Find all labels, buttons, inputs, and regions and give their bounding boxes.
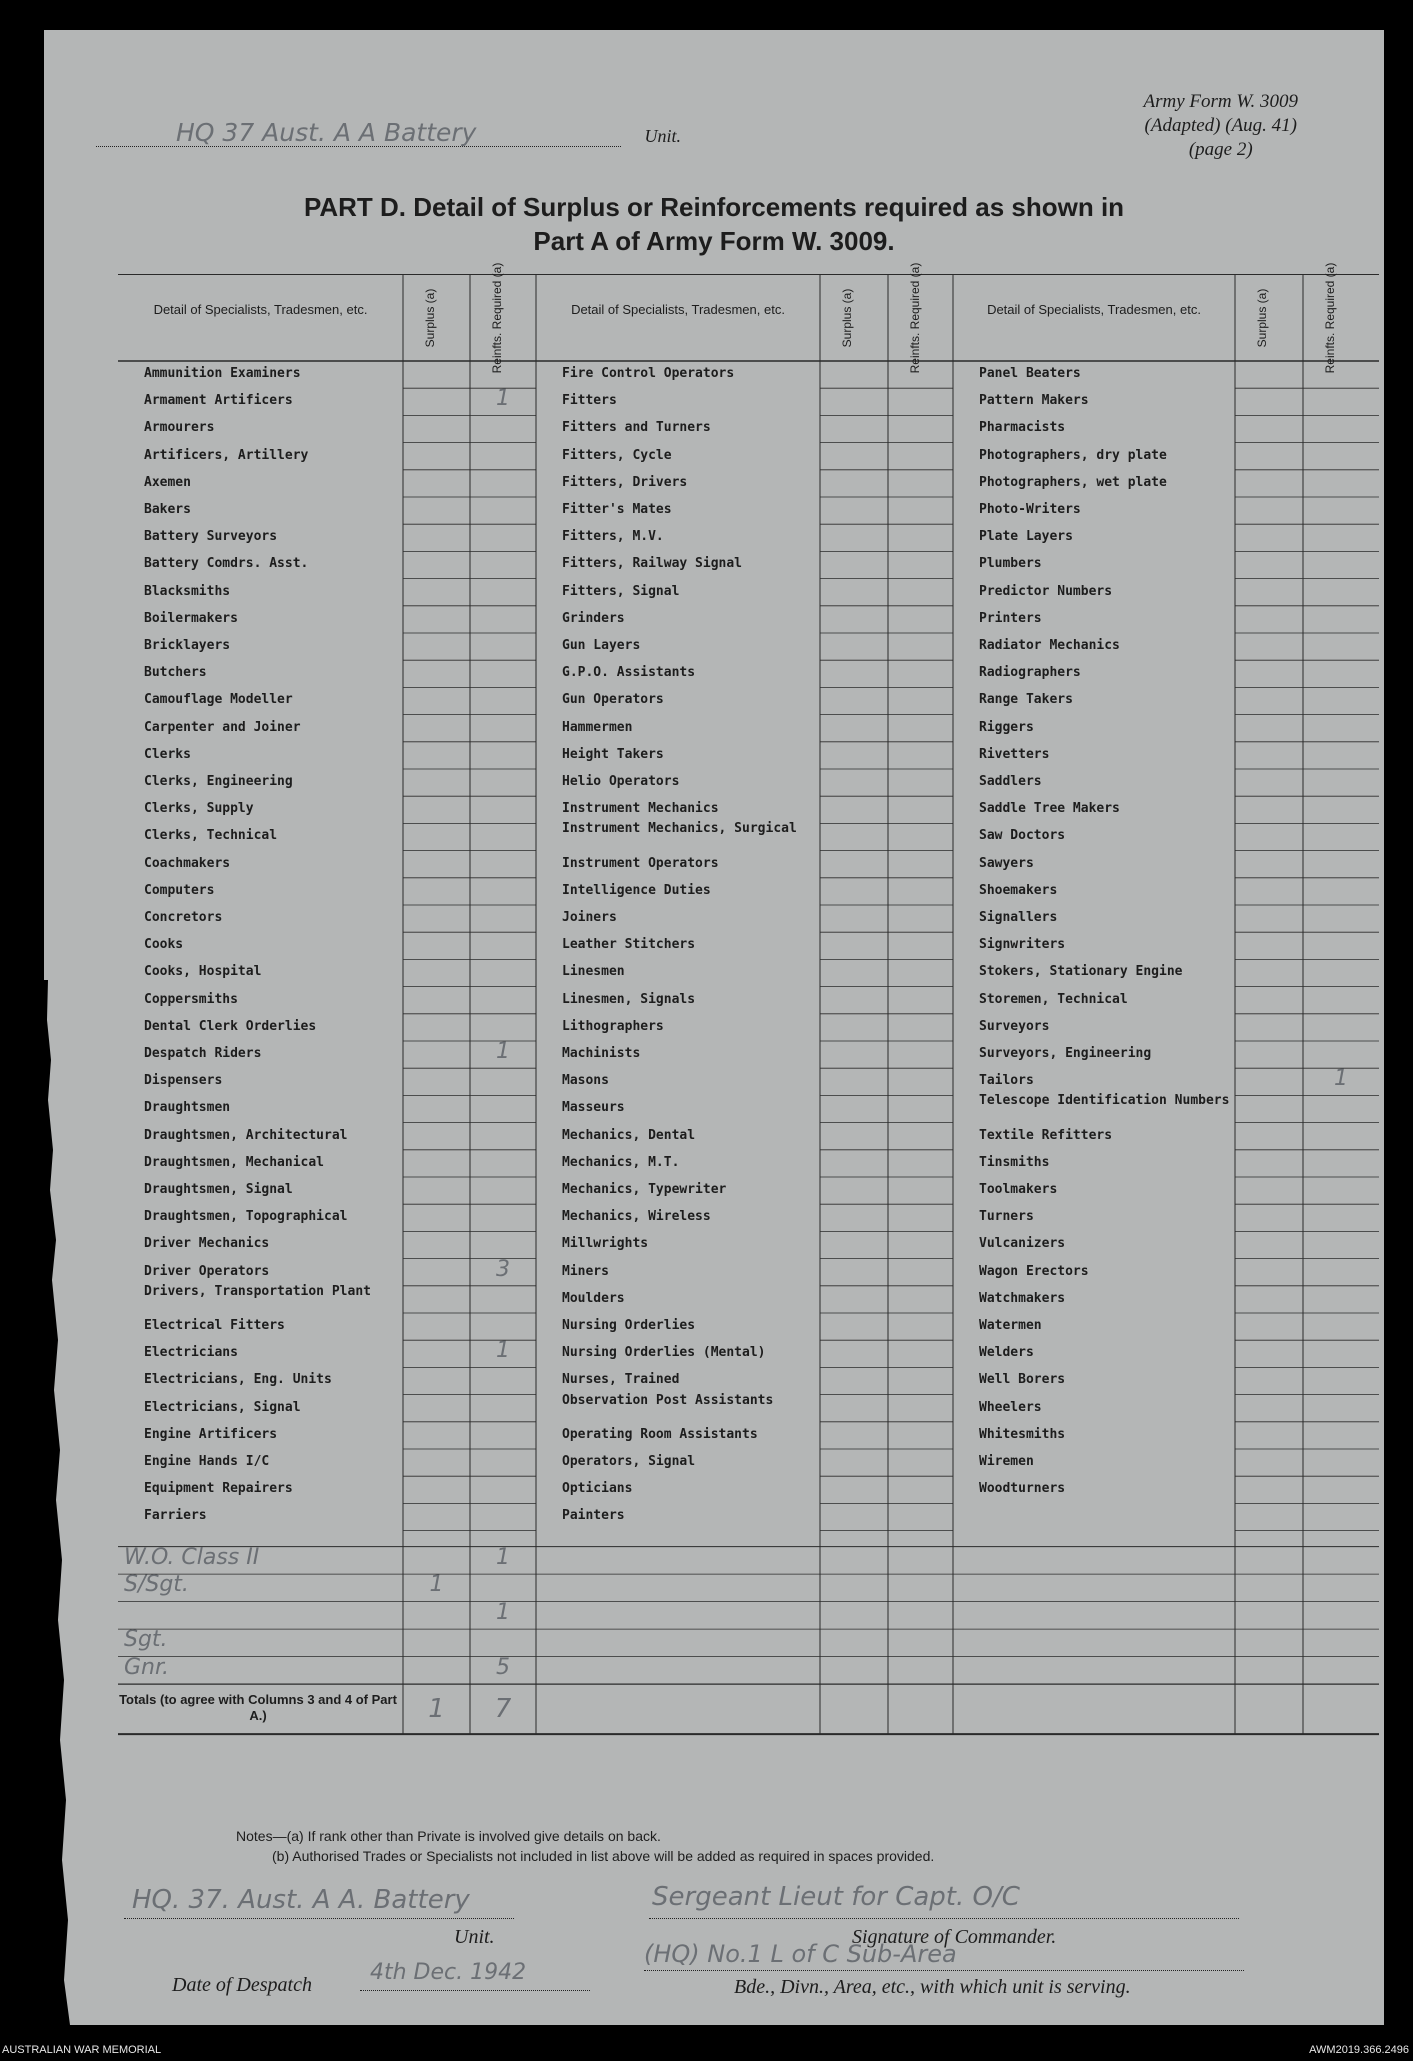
table-row-label: Toolmakers: [979, 1182, 1058, 1197]
handwritten-mark: 1: [496, 386, 510, 412]
table-row-label: Shoemakers: [979, 882, 1058, 898]
column-header-surplus: Surplus (a): [1255, 288, 1269, 348]
table-row-label: Hammermen: [562, 719, 633, 735]
table-row-label: Artificers, Artillery: [144, 447, 309, 463]
table-row-label: Pharmacists: [979, 420, 1066, 436]
table-row-label: Range Takers: [979, 692, 1073, 708]
page-title: [44, 190, 1384, 258]
table-row-label: Ammunition Examiners: [144, 366, 301, 381]
credit-right: AWM2019.366.2496: [1309, 2044, 1409, 2056]
table-row-label: Telescope Identification Numbers: [979, 1093, 1230, 1109]
extra-row-reinfts: 1: [496, 1599, 510, 1625]
table-row-label: Coppersmiths: [144, 991, 238, 1007]
table-row-label: Nursing Orderlies (Mental): [562, 1345, 766, 1361]
table-row-label: Photo-Writers: [979, 502, 1081, 517]
table-row-label: Mechanics, Typewriter: [562, 1182, 727, 1197]
table-row-label: Tailors: [979, 1073, 1034, 1089]
table-row-label: Fitters, Cycle: [562, 447, 672, 463]
table-row-label: Fitters: [562, 393, 617, 409]
signature-label: Signature of Commander.: [852, 1926, 1057, 1948]
table-lines: [118, 274, 1379, 1736]
table-row-label: Storemen, Technical: [979, 991, 1128, 1007]
table-row-label: Masseurs: [562, 1100, 625, 1116]
table-row-label: Electricians, Eng. Units: [144, 1372, 332, 1388]
table-row-label: Operators, Signal: [562, 1454, 696, 1469]
form-page-number: (page 2): [1188, 139, 1253, 160]
table-row-label: Leather Stitchers: [562, 937, 696, 953]
table-row-label: Coachmakers: [144, 855, 231, 871]
table-row-label: Whitesmiths: [979, 1426, 1066, 1442]
table-row-label: Fitters, Drivers: [562, 474, 688, 490]
table-row-label: Welders: [979, 1345, 1034, 1361]
table-row-label: Engine Artificers: [144, 1426, 278, 1442]
table-row-label: Photographers, wet plate: [979, 474, 1167, 490]
table-row-label: Armourers: [144, 420, 215, 436]
table-row-label: Despatch Riders: [144, 1046, 262, 1061]
title-line-1: PART D. Detail of Surplus or Reinforcements required as shown in: [303, 192, 1125, 222]
area-label: Bde., Divn., Area, etc., with which unit is serving.: [734, 1976, 1131, 1998]
note-b: (b) Authorised Trades or Specialists not included in list above will be added as required in spaces provided.: [272, 1848, 935, 1864]
table-row-label: Radiator Mechanics: [979, 638, 1120, 653]
table-row-label: Dispensers: [144, 1073, 223, 1089]
table-row-label: Electricians, Signal: [144, 1399, 301, 1415]
column-header-detail: Detail of Specialists, Tradesmen, etc.: [153, 302, 368, 317]
table-row-label: Instrument Mechanics, Surgical: [562, 821, 797, 837]
handwritten-mark: 1: [496, 1039, 510, 1064]
column-header-detail: Detail of Specialists, Tradesmen, etc.: [987, 302, 1201, 317]
table-row-label: Fire Control Operators: [562, 366, 735, 381]
table-row-label: Watermen: [979, 1318, 1042, 1333]
table-row-label: Tinsmiths: [979, 1154, 1050, 1170]
table-row-label: Electricians: [144, 1345, 238, 1361]
table-row-label: Bricklayers: [144, 638, 231, 653]
footer-unit-line: [124, 1918, 514, 1919]
table-row-label: Moulders: [562, 1290, 625, 1306]
table-row-label: Nurses, Trained: [562, 1372, 680, 1388]
table-row-label: Joiners: [562, 910, 617, 925]
table-row-label: Operating Room Assistants: [562, 1426, 758, 1442]
table-row-label: Driver Mechanics: [144, 1236, 270, 1252]
area-line: [644, 1970, 1244, 1971]
signature-value: Sergeant Lieut for Capt. O/C: [652, 1882, 1020, 1912]
table-row-label: Battery Surveyors: [144, 529, 278, 545]
area-value: (HQ) No.1 L of C Sub-Area: [644, 1940, 957, 1968]
handwritten-mark: 1: [1334, 1066, 1348, 1092]
table-row-label: Pattern Makers: [979, 393, 1089, 409]
table-row-label: Mechanics, Wireless: [562, 1209, 711, 1225]
signature-line: [649, 1918, 1239, 1919]
table-row-label: Saddle Tree Makers: [979, 801, 1120, 817]
table-row-label: Draughtsmen, Mechanical: [144, 1154, 325, 1170]
table-row-label: Opticians: [562, 1481, 633, 1497]
table-row-label: Saw Doctors: [979, 828, 1066, 844]
despatch-line: [360, 1990, 590, 1991]
totals-reinfts: 7: [494, 1694, 512, 1725]
handwritten-mark: 1: [496, 1338, 510, 1364]
extra-row-reinfts: 1: [496, 1544, 510, 1570]
table-row-label: Gun Layers: [562, 638, 641, 653]
table-row-label: Mechanics, M.T.: [562, 1154, 680, 1170]
despatch-value: 4th Dec. 1942: [370, 1960, 527, 1985]
table-row-label: Painters: [562, 1508, 625, 1524]
table-row-label: Mechanics, Dental: [562, 1127, 696, 1143]
table-row-label: Fitters and Turners: [562, 420, 711, 436]
note-a: Notes—(a) If rank other than Private is involved give details on back.: [236, 1828, 661, 1844]
title-line-2: Part A of Army Form W. 3009.: [533, 226, 895, 256]
column-header-surplus: Surplus (a): [840, 288, 854, 348]
table-row-label: Draughtsmen: [144, 1100, 231, 1116]
table-row-label: Draughtsmen, Topographical: [144, 1209, 348, 1225]
table-row-label: Battery Comdrs. Asst.: [144, 556, 309, 572]
extra-row-label: S/Sgt.: [124, 1572, 189, 1598]
footer-unit-value: HQ. 37. Aust. A A. Battery: [132, 1885, 470, 1915]
table-row-label: Clerks, Engineering: [144, 774, 293, 789]
table-row-label: Driver Operators: [144, 1263, 270, 1279]
table-row-label: Dental Clerk Orderlies: [144, 1018, 317, 1034]
table-row-label: Height Takers: [562, 746, 664, 762]
table-row-label: Cooks: [144, 937, 184, 953]
table-row-label: Printers: [979, 610, 1042, 626]
table-row-label: Linesmen, Signals: [562, 991, 696, 1007]
column-header-reinfts: Reinfts. Required (a): [908, 262, 922, 374]
notes: [236, 1826, 934, 1866]
table-row-label: Cooks, Hospital: [144, 964, 262, 980]
table-row-label: Fitter's Mates: [562, 502, 672, 517]
form-adapted: (Adapted) (Aug. 41): [1144, 115, 1297, 136]
table-row-label: Vulcanizers: [979, 1236, 1066, 1252]
table-row-label: Riggers: [979, 719, 1034, 735]
table-row-label: Camouflage Modeller: [144, 692, 293, 708]
form-number: Army Form W. 3009: [1143, 91, 1298, 112]
table-row-label: Saddlers: [979, 774, 1042, 789]
table-row-label: Engine Hands I/C: [144, 1454, 270, 1469]
table-row-label: Photographers, dry plate: [979, 447, 1167, 463]
extra-row-reinfts: 5: [496, 1654, 510, 1680]
table-row-label: Farriers: [144, 1508, 207, 1524]
table-row-label: Woodturners: [979, 1481, 1066, 1497]
unit-field: [96, 118, 681, 148]
table-row-label: Computers: [144, 882, 215, 898]
table-row-label: Instrument Mechanics: [562, 801, 719, 817]
table-row-label: Draughtsmen, Signal: [144, 1182, 293, 1197]
table-row-label: Electrical Fitters: [144, 1318, 285, 1333]
table-row-label: Intelligence Duties: [562, 882, 711, 898]
table-row-label: Signallers: [979, 910, 1058, 925]
table-row-label: Grinders: [562, 610, 625, 626]
table-row-label: Radiographers: [979, 665, 1081, 681]
table-row-label: Bakers: [144, 502, 191, 517]
trades-table: [118, 262, 1379, 1804]
table-row-label: Armament Artificers: [144, 393, 293, 409]
despatch-label: Date of Despatch: [172, 1974, 312, 1996]
table-row-label: Fitters, Signal: [562, 583, 680, 599]
table-row-label: Butchers: [144, 665, 207, 681]
table-row-label: Fitters, Railway Signal: [562, 556, 743, 572]
table-row-label: Nursing Orderlies: [562, 1318, 696, 1333]
table-row-label: Clerks: [144, 746, 191, 762]
table-row-label: Machinists: [562, 1046, 641, 1061]
table-row-label: Equipment Repairers: [144, 1481, 293, 1497]
table-row-label: Fitters, M.V.: [562, 529, 664, 545]
extra-row-surplus: 1: [429, 1572, 444, 1598]
table-row-label: Plate Layers: [979, 529, 1073, 545]
table-row-label: Wagon Erectors: [979, 1263, 1089, 1279]
table-row-label: Lithographers: [562, 1018, 664, 1034]
table-row-label: Wheelers: [979, 1399, 1042, 1415]
table-row-label: Instrument Operators: [562, 855, 719, 871]
table-row-label: Observation Post Assistants: [562, 1392, 774, 1408]
credit-left: AUSTRALIAN WAR MEMORIAL: [2, 2044, 162, 2056]
table-row-label: Clerks, Technical: [144, 828, 278, 844]
extra-row-label: Sgt.: [124, 1627, 168, 1653]
table-row-label: Clerks, Supply: [144, 801, 254, 817]
table-row-label: Well Borers: [979, 1372, 1066, 1388]
table-row-label: Signwriters: [979, 937, 1066, 953]
table-row-label: Turners: [979, 1209, 1034, 1225]
unit-label: Unit.: [644, 126, 681, 146]
table-row-label: Concretors: [144, 910, 223, 925]
table-row-label: Predictor Numbers: [979, 583, 1113, 599]
handwritten-mark: 3: [496, 1256, 510, 1282]
table-row-label: Wiremen: [979, 1454, 1034, 1469]
table-row-label: Millwrights: [562, 1236, 649, 1252]
torn-edge: [44, 980, 72, 2025]
table-row-label: Gun Operators: [562, 692, 664, 708]
table-row-label: Sawyers: [979, 855, 1034, 871]
totals-label: Totals (to agree with Columns 3 and 4 of Part A.): [119, 1692, 397, 1724]
table-row-label: Textile Refitters: [979, 1127, 1113, 1143]
column-header-detail: Detail of Specialists, Tradesmen, etc.: [571, 302, 785, 317]
table-row-label: Watchmakers: [979, 1290, 1066, 1306]
table-row-label: Plumbers: [979, 556, 1042, 572]
table-row-label: Linesmen: [562, 964, 625, 980]
table-row-label: Boilermakers: [144, 610, 238, 626]
column-header-reinfts: Reinfts. Required (a): [490, 262, 504, 374]
form-identifier: [1144, 90, 1298, 162]
table-row-label: Panel Beaters: [979, 366, 1081, 381]
table-row-label: Surveyors: [979, 1018, 1050, 1034]
table-row-label: Miners: [562, 1263, 609, 1279]
table-row-label: Rivetters: [979, 746, 1050, 762]
table-row-label: Drivers, Transportation Plant: [144, 1283, 371, 1299]
table-row-label: Helio Operators: [562, 774, 680, 789]
table-row-label: G.P.O. Assistants: [562, 665, 696, 681]
column-header-reinfts: Reinfts. Required (a): [1323, 262, 1337, 374]
totals-surplus: 1: [428, 1694, 445, 1725]
table-row-label: Draughtsmen, Architectural: [144, 1127, 348, 1143]
table-row-label: Carpenter and Joiner: [144, 719, 301, 735]
table-row-label: Axemen: [144, 474, 191, 490]
footer-unit-label: Unit.: [454, 1926, 495, 1948]
table-row-label: Stokers, Stationary Engine: [979, 964, 1183, 980]
table-row-label: Masons: [562, 1073, 609, 1089]
unit-handwritten: HQ 37 Aust. A A Battery: [176, 118, 477, 147]
form-page: [44, 30, 1384, 2025]
extra-row-label: W.O. Class II: [124, 1544, 260, 1570]
column-header-surplus: Surplus (a): [423, 288, 437, 348]
table-row-label: Surveyors, Engineering: [979, 1046, 1152, 1061]
table-row-label: Blacksmiths: [144, 583, 231, 599]
extra-row-label: Gnr.: [124, 1654, 170, 1680]
